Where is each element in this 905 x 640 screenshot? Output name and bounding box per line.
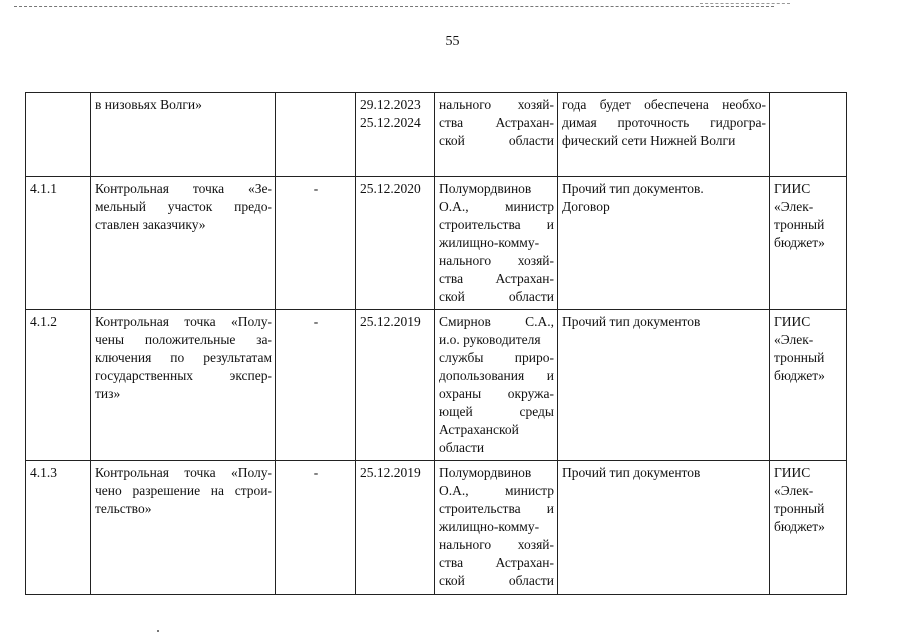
control-point-name-line: мельный участок предо- xyxy=(95,199,272,214)
cell-information-system xyxy=(770,177,847,310)
responsible-line: допользования и xyxy=(439,368,554,383)
responsible-line: Полумордвинов xyxy=(439,465,532,480)
responsible-line: ства Астрахан- xyxy=(439,555,554,570)
document-type-line: Договор xyxy=(562,199,610,214)
cell-base-value xyxy=(276,93,356,177)
control-point-name-line: Контрольная точка «Полу- xyxy=(95,465,272,480)
responsible-line: Астраханской xyxy=(439,422,519,437)
table-row xyxy=(26,461,847,595)
deadline-date: 25.12.2024 xyxy=(360,115,421,130)
responsible-line: охраны окружа- xyxy=(439,386,554,401)
deadline-date: 25.12.2019 xyxy=(360,465,421,480)
information-system: тронный xyxy=(774,350,825,365)
cell-item-number: 4.1.3 xyxy=(26,461,91,595)
cell-document-type xyxy=(558,461,770,595)
page-number: 55 xyxy=(445,34,460,49)
information-system: «Элек- xyxy=(774,332,814,347)
cell-deadline xyxy=(356,461,435,595)
responsible-line: ской области xyxy=(439,289,554,304)
control-point-name-line: в низовьях Волги» xyxy=(95,97,202,112)
cell-base-value: - xyxy=(276,310,356,461)
cell-information-system xyxy=(770,461,847,595)
cell-document-type xyxy=(558,177,770,310)
deadline-date: 25.12.2019 xyxy=(360,314,421,329)
cell-deadline xyxy=(356,177,435,310)
information-system: тронный xyxy=(774,217,825,232)
information-system: ГИИС xyxy=(774,465,811,480)
information-system: ГИИС xyxy=(774,314,811,329)
cell-item-number: 4.1.2 xyxy=(26,310,91,461)
responsible-line: О.А., министр xyxy=(439,199,554,214)
cell-document-type xyxy=(558,310,770,461)
control-point-name-line: ключения по результатам xyxy=(95,350,272,365)
information-system: «Элек- xyxy=(774,199,814,214)
table-row xyxy=(26,93,847,177)
information-system: «Элек- xyxy=(774,483,814,498)
control-point-name-line: государственных экспер- xyxy=(95,368,272,383)
header-rule-fragment xyxy=(700,3,790,4)
cell-deadline xyxy=(356,310,435,461)
cell-control-point-name xyxy=(91,461,276,595)
cell-responsible xyxy=(435,461,558,595)
cell-base-value: - xyxy=(276,177,356,310)
table-row xyxy=(26,177,847,310)
responsible-line: области xyxy=(439,440,485,455)
responsible-line: Смирнов С.А., xyxy=(439,314,554,329)
deadline-date: 25.12.2020 xyxy=(360,181,421,196)
information-system: ГИИС xyxy=(774,181,811,196)
cell-information-system xyxy=(770,93,847,177)
cell-document-type xyxy=(558,93,770,177)
document-type-line: фический сети Нижней Волги xyxy=(562,133,736,148)
control-points-table xyxy=(25,92,847,595)
responsible-line: строительства и xyxy=(439,501,554,516)
control-point-name-line: тиз» xyxy=(95,386,121,401)
header-rule xyxy=(14,6,774,7)
cell-control-point-name xyxy=(91,93,276,177)
information-system: тронный xyxy=(774,501,825,516)
control-point-name-line: чено разрешение на строи- xyxy=(95,483,272,498)
responsible-line: ской области xyxy=(439,573,554,588)
cell-control-point-name xyxy=(91,310,276,461)
responsible-line: ства Астрахан- xyxy=(439,271,554,286)
information-system: бюджет» xyxy=(774,235,825,250)
information-system: бюджет» xyxy=(774,368,825,383)
responsible-line: нального хозяй- xyxy=(439,253,554,268)
responsible-line: жилищно-комму- xyxy=(439,235,540,250)
responsible-line: нального хозяй- xyxy=(439,537,554,552)
responsible-line: ства Астрахан- xyxy=(439,115,554,130)
document-type-line: димая проточность гидрогра- xyxy=(562,115,766,130)
document-type-line: Прочий тип документов xyxy=(562,465,701,480)
responsible-line: Полумордвинов xyxy=(439,181,532,196)
scan-speck xyxy=(157,630,159,632)
information-system: бюджет» xyxy=(774,519,825,534)
cell-item-number xyxy=(26,93,91,177)
cell-base-value: - xyxy=(276,461,356,595)
document-type-line: Прочий тип документов. xyxy=(562,181,704,196)
responsible-line: жилищно-комму- xyxy=(439,519,540,534)
control-point-name-line: Контрольная точка «Полу- xyxy=(95,314,272,329)
cell-deadline xyxy=(356,93,435,177)
responsible-line: службы приро- xyxy=(439,350,554,365)
responsible-line: О.А., министр xyxy=(439,483,554,498)
responsible-line: ской области xyxy=(439,133,554,148)
deadline-date: 29.12.2023 xyxy=(360,97,421,112)
table-row xyxy=(26,310,847,461)
responsible-line: и.о. руководителя xyxy=(439,332,541,347)
responsible-line: ющей среды xyxy=(439,404,554,419)
cell-responsible xyxy=(435,177,558,310)
document-type-line: года будет обеспечена необхо- xyxy=(562,97,766,112)
cell-control-point-name xyxy=(91,177,276,310)
responsible-line: строительства и xyxy=(439,217,554,232)
cell-information-system xyxy=(770,310,847,461)
control-point-name-line: Контрольная точка «Зе- xyxy=(95,181,272,196)
document-type-line: Прочий тип документов xyxy=(562,314,701,329)
control-point-name-line: чены положительные за- xyxy=(95,332,272,347)
responsible-line: нального хозяй- xyxy=(439,97,554,112)
control-point-name-line: тельство» xyxy=(95,501,152,516)
control-point-name-line: ставлен заказчику» xyxy=(95,217,206,232)
cell-responsible xyxy=(435,93,558,177)
cell-responsible xyxy=(435,310,558,461)
cell-item-number: 4.1.1 xyxy=(26,177,91,310)
